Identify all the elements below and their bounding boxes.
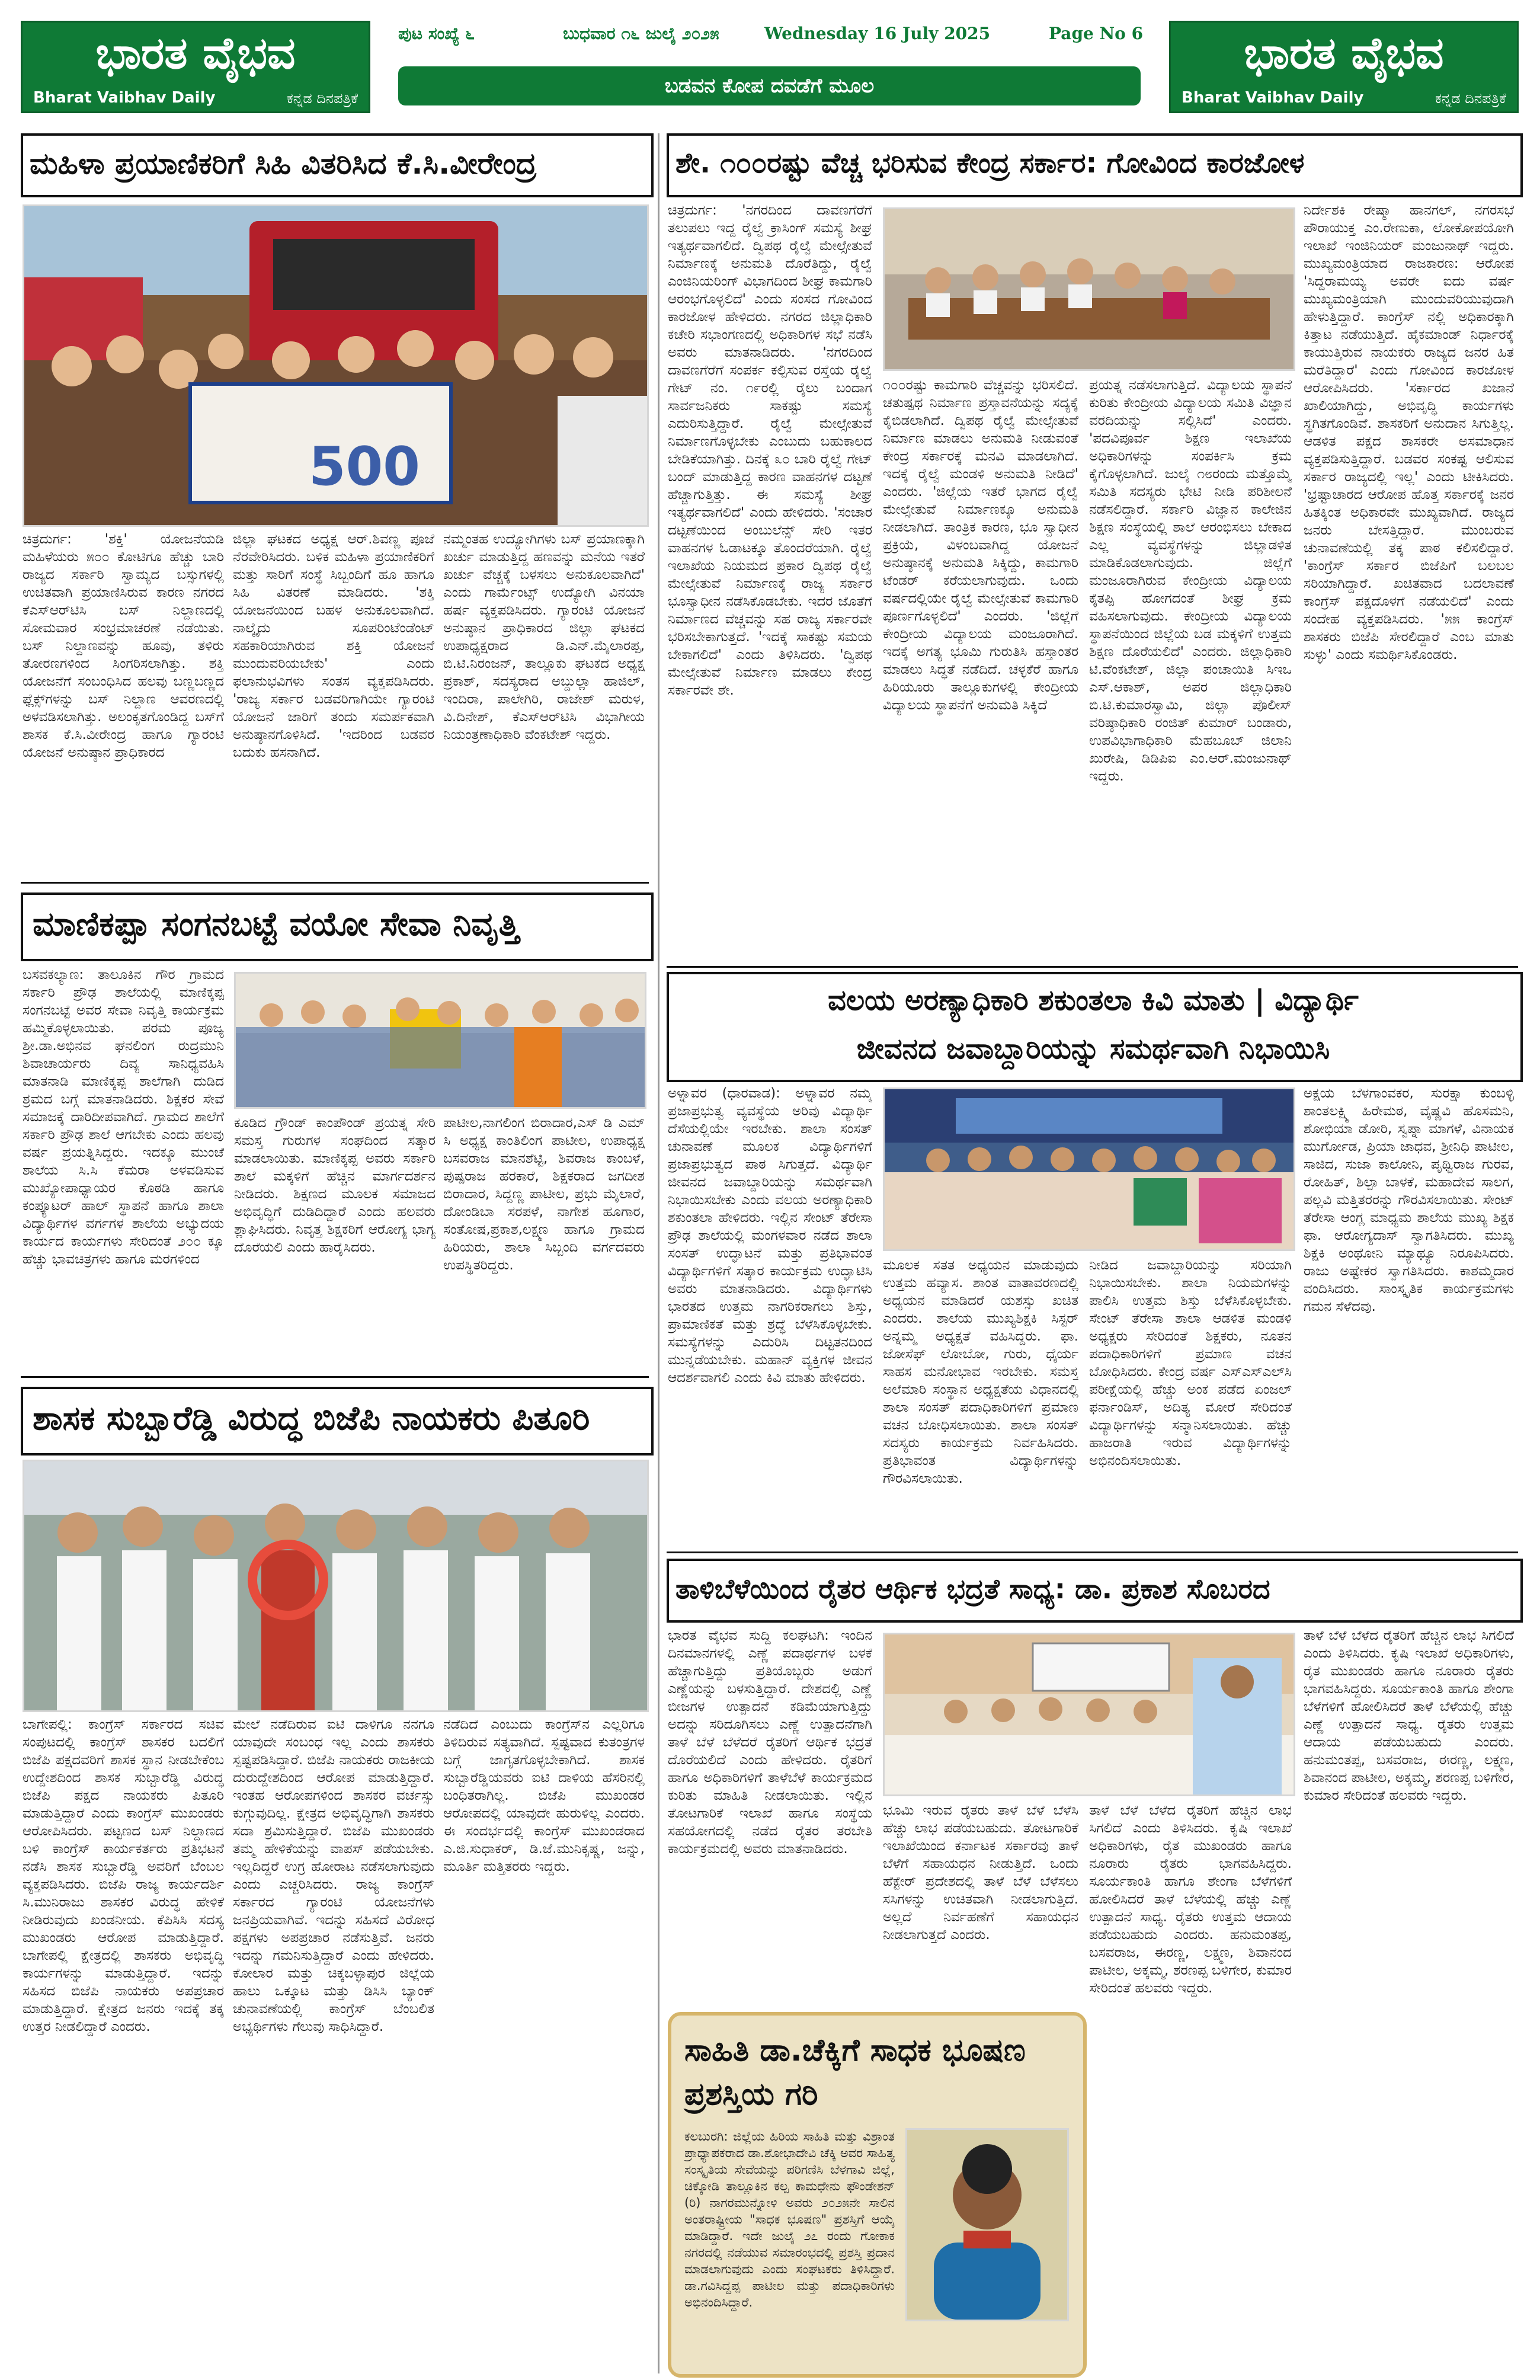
date-en: Wednesday 16 July 2025 <box>764 24 991 43</box>
a5-col2: ಮೂಲಕ ಸತತ ಅಧ್ಯಯನ ಮಾಡುವುದು ಉತ್ತಮ ಹವ್ಯಾಸ. ಶಾಂತ ವಾತಾವರಣದಲ್ಲಿ ಅಧ್ಯಯನ ಮಾಡಿದರೆ ಯಶಸ್ಸು ಖಚಿತ ಎಂದರು. ಶಾಲೆಯ ಮುಖ್ಯಶಿಕ್ಷಕಿ ಸಿಸ್ಟರ್ ಅನ್ನಮ್ಮ ಅಧ್ಯಕ್ಷತೆ ವಹಿಸಿದ್ದರು. ಫಾ. ಜೋಸೆಫ್ ಲೋಬೋ, ಗುರು, ಧೈರ್ಯ ಸಾಹಸ ಮನೋಭಾವ ಇರಬೇಕು. ಸಮಸ್ತ ಅಲೆಮಾರಿ ಸಂಸ್ಥಾನ ಅಧ್ಯಕ್ಷತೆಯ ವಿಧಾನದಲ್ಲಿ ಶಾಲಾ ಸಂಸತ್ ಪದಾಧಿಕಾರಿಗಳಿಗೆ ಪ್ರಮಾಣ ವಚನ ಬೋಧಿಸಲಾಯಿತು. ಶಾಲಾ ಸಂಸತ್ ಸದಸ್ಯರು ಕಾರ್ಯಕ್ರಮ ನಿರ್ವಹಿಸಿದರು. ಪ್ರತಿಭಾವಂತ ವಿದ್ಯಾರ್ಥಿಗಳನ್ನು ಗೌರವಿಸಲಾಯಿತು. <box>883 1258 1078 1486</box>
a3-col3: ಪಾಟೀಲ,ನಾಗಲಿಂಗ ಬಿರಾದಾರ,ಎಸ್ ಡಿ ಎಮ್ ಸಿ ಅಧ್ಯಕ್ಷ ಕಾಂತಿಲಿಂಗ ಪಾಟೀಲ, ಉಪಾಧ್ಯಕ್ಷ ಬಸವರಾಜ ಮಾನಶೆಟ್ಟಿ, ಶಿವರಾಜ ಕಾಂಬಳೆ, ಪುಷ್ಪರಾಜ ಹರಕಾರೆ, ಶಿಕ್ಷಕರಾದ ಜಗದೀಶ ಬಿರಾದಾರ, ಸಿದ್ದಣ್ಣ ಪಾಟೀಲ, ಪ್ರಭು ಮೈಲಾರೆ, ದೋಂಡಿಬಾ ಸರಪಳೆ, ನಾಗೇಶ ಹೂಗಾರ, ಸಂತೋಷ,ಪ್ರಕಾಶ,ಲಕ್ಷ್ಮಣ ಹಾಗೂ ಗ್ರಾಮದ ಹಿರಿಯರು, ಶಾಲಾ ಸಿಬ್ಬಂದಿ ವರ್ಗದವರು ಉಪಸ್ಥಿತರಿದ್ದರು. <box>443 1115 645 1273</box>
photo-farmers-training-art <box>885 1634 1294 1794</box>
headline-a3: ಮಾಣಿಕಪ್ಪಾ ಸಂಗನಬಟ್ಟೆ ವಯೋ ಸೇವಾ ನಿವೃತ್ತಿ <box>33 905 519 943</box>
a2-col4: ನಿರ್ದೇಶಕಿ ರೇಷ್ಮಾ ಹಾನಗಲ್, ನಗರಸಭೆ ಪೌರಾಯುಕ್ತ ಎಂ.ರೇಣುಕಾ, ಲೋಕೋಪಯೋಗಿ ಇಲಾಖೆ ಇಂಜಿನಿಯರ್ ಮಂಜುನಾಥ್ ಇದ್ದರು. ಮುಖ್ಯಮಂತ್ರಿಯಾದ ರಾಜಕಾರಣ: ಆರೋಪ 'ಸಿದ್ದರಾಮಯ್ಯ ಅವರೇ ಐದು ವರ್ಷ ಮುಖ್ಯಮಂತ್ರಿಯಾಗಿ ಮುಂದುವರಿಯುವುದಾಗಿ ಹೇಳುತ್ತಿದ್ದಾರೆ. ಕಾಂಗ್ರೆಸ್ ನಲ್ಲಿ ಅಧಿಕಾರಕ್ಕಾಗಿ ಕಿತ್ತಾಟ ನಡೆಯುತ್ತಿದೆ. ಹೈಕಮಾಂಡ್ ನಿರ್ಧಾರಕ್ಕೆ ಕಾಯುತ್ತಿರುವ ನಾಯಕರು ರಾಜ್ಯದ ಜನರ ಹಿತ ಮರೆತಿದ್ದಾರೆ' ಎಂದು ಗೋವಿಂದ ಕಾರಜೋಳ ಆರೋಪಿಸಿದರು. 'ಸರ್ಕಾರದ ಖಜಾನೆ ಖಾಲಿಯಾಗಿದ್ದು, ಅಭಿವೃದ್ಧಿ ಕಾರ್ಯಗಳು ಸ್ಥಗಿತಗೊಂಡಿವೆ. ಶಾಸಕರಿಗೆ ಅನುದಾನ ಸಿಗುತ್ತಿಲ್ಲ. ಆಡಳಿತ ಪಕ್ಷದ ಶಾಸಕರೇ ಅಸಮಾಧಾನ ವ್ಯಕ್ತಪಡಿಸುತ್ತಿದ್ದಾರೆ. ಬಡವರ ಸಂಕಷ್ಟ ಆಲಿಸುವ ಸರ್ಕಾರ ರಾಜ್ಯದಲ್ಲಿ ಇಲ್ಲ' ಎಂದು ಟೀಕಿಸಿದರು. 'ಭ್ರಷ್ಟಾಚಾರದ ಆರೋಪ ಹೊತ್ತ ಸರ್ಕಾರಕ್ಕೆ ಜನರ ಹಿತಕ್ಕಿಂತ ಅಧಿಕಾರವೇ ಮುಖ್ಯವಾಗಿದೆ. ರಾಜ್ಯದ ಜನರು ಬೇಸತ್ತಿದ್ದಾರೆ. ಮುಂಬರುವ ಚುನಾವಣೆಯಲ್ಲಿ ತಕ್ಕ ಪಾಠ ಕಲಿಸಲಿದ್ದಾರೆ. 'ಕಾಂಗ್ರೆಸ್ ಸರ್ಕಾರ ಬಿಜೆಪಿಗೆ ಬಲಬಲ ಸರಿಯಾಗಿದ್ದಾರೆ. ಖಚಿತವಾದ ಬದಲಾವಣೆ ಕಾಂಗ್ರೆಸ್ ಪಕ್ಷದೊಳಗೆ ನಡೆಯಲಿದೆ' ಎಂದು ಸಂದೇಹ ವ್ಯಕ್ತಪಡಿಸಿದರು. '೫೫ ಕಾಂಗ್ರೆಸ್ ಶಾಸಕರು ಬಿಜೆಪಿ ಸೇರಲಿದ್ದಾರೆ ಎಂಬ ಮಾತು ಸುಳ್ಳು' ಎಂದು ಸಮರ್ಥಿಸಿಕೊಂಡರು. <box>1304 203 1514 663</box>
divider <box>667 966 1518 968</box>
page-number-en: Page No 6 <box>1049 24 1144 43</box>
a5-col3: ನೀಡಿದ ಜವಾಬ್ದಾರಿಯನ್ನು ಸರಿಯಾಗಿ ನಿಭಾಯಿಸಬೇಕು. ಶಾಲಾ ನಿಯಮಗಳನ್ನು ಪಾಲಿಸಿ ಉತ್ತಮ ಶಿಸ್ತು ಬೆಳೆಸಿಕೊಳ್ಳಬೇಕು. ಸೇಂಟ್ ತೆರೇಸಾ ಶಾಲಾ ಆಡಳಿತ ಮಂಡಳಿ ಅಧ್ಯಕ್ಷರು ಸೇರಿದಂತೆ ಶಿಕ್ಷಕರು, ನೂತನ ಪದಾಧಿಕಾರಿಗಳಿಗೆ ಪ್ರಮಾಣ ವಚನ ಬೋಧಿಸಿದರು. ಕೇಂದ್ರ ವರ್ಷ ಎಸ್‌ಎಸ್‌ಎಲ್‌ಸಿ ಪರೀಕ್ಷೆಯಲ್ಲಿ ಹೆಚ್ಚು ಅಂಕ ಪಡೆದ ಏಂಜಲ್ ಫರ್ನಾಂಡಿಸ್, ಅದಿತ್ಯ ಮೋರೆ ಸೇರಿದಂತೆ ವಿದ್ಯಾರ್ಥಿಗಳನ್ನು ಸನ್ಮಾನಿಸಲಾಯಿತು. ಹೆಚ್ಚು ಹಾಜರಾತಿ ಇರುವ ವಿದ್ಯಾರ್ಥಿಗಳನ್ನು ಅಭಿನಂದಿಸಲಾಯಿತು. <box>1089 1258 1292 1469</box>
divider <box>667 1552 1518 1553</box>
masthead-tagline: ಕನ್ನಡ ದಿನಪತ್ರಿಕೆ <box>286 90 358 107</box>
photo-school-event <box>883 1087 1295 1251</box>
a5-col1: ಅಳ್ನಾವರ (ಧಾರವಾಡ): ಅಳ್ನಾವರ ನಮ್ಮ ಪ್ರಜಾಪ್ರಭುತ್ವ ವ್ಯವಸ್ಥೆಯ ಅರಿವು ವಿದ್ಯಾರ್ಥಿ ದೆಸೆಯಲ್ಲಿಯೇ ಇರಬೇಕು. ಶಾಲಾ ಸಂಸತ್ ಚುನಾವಣೆ ಮೂಲಕ ವಿದ್ಯಾರ್ಥಿಗಳಿಗೆ ಪ್ರಜಾಪ್ರಭುತ್ವದ ಪಾಠ ಸಿಗುತ್ತದೆ. ವಿದ್ಯಾರ್ಥಿ ಜೀವನದ ಜವಾಬ್ದಾರಿಯನ್ನು ಸಮರ್ಥವಾಗಿ ನಿಭಾಯಿಸಬೇಕು ಎಂದು ವಲಯ ಅರಣ್ಯಾಧಿಕಾರಿ ಶಕುಂತಲಾ ಹೇಳಿದರು. ಇಲ್ಲಿನ ಸೇಂಟ್ ತೆರೇಸಾ ಪ್ರೌಢ ಶಾಲೆಯಲ್ಲಿ ಮಂಗಳವಾರ ನಡೆದ ಶಾಲಾ ಸಂಸತ್ ಉದ್ಘಾಟನೆ ಮತ್ತು ಪ್ರತಿಭಾವಂತ ವಿದ್ಯಾರ್ಥಿಗಳಿಗೆ ಸತ್ಕಾರ ಕಾರ್ಯಕ್ರಮ ಉದ್ಘಾಟಿಸಿ ಅವರು ಮಾತನಾಡಿದರು. ವಿದ್ಯಾರ್ಥಿಗಳು ಭಾರತದ ಉತ್ತಮ ನಾಗರಿಕರಾಗಲು ಶಿಸ್ತು, ಪ್ರಾಮಾಣಿಕತೆ ಮತ್ತು ಶ್ರದ್ಧೆ ಬೆಳೆಸಿಕೊಳ್ಳಬೇಕು. ಸಮಸ್ಯೆಗಳನ್ನು ಎದುರಿಸಿ ದಿಟ್ಟತನದಿಂದ ಮುನ್ನಡೆಯಬೇಕು. ಮಹಾನ್ ವ್ಯಕ್ತಿಗಳ ಜೀವನ ಆದರ್ಶವಾಗಲಿ ಎಂದು ಕಿವಿ ಮಾತು ಹೇಳಿದರು. <box>668 1086 872 1386</box>
a1-col2: ಜಿಲ್ಲಾ ಘಟಕದ ಅಧ್ಯಕ್ಷ ಆರ್.ಶಿವಣ್ಣ ಪೂಜೆ ನೆರವೇರಿಸಿದರು. ಬಳಿಕ ಮಹಿಳಾ ಪ್ರಯಾಣಿಕರಿಗೆ ಮತ್ತು ಸಾರಿಗೆ ಸಂಸ್ಥೆ ಸಿಬ್ಬಂದಿಗೆ ಹೂ ಹಾಗೂ ಸಿಹಿ ವಿತರಣೆ ಮಾಡಿದರು. 'ಶಕ್ತಿ ಯೋಜನೆಯಿಂದ ಬಹಳ ಅನುಕೂಲವಾಗಿದೆ. ನಾಲ್ಕೈದು ಸೂಪರಿಂಟೆಂಡೆಂಟ್ ಸಹಕಾರಿಯಾಗಿರುವ ಶಕ್ತಿ ಯೋಜನೆ ಮುಂದುವರಿಯಬೇಕು' ಎಂದು ಫಲಾನುಭವಿಗಳು ಸಂತಸ ವ್ಯಕ್ತಪಡಿಸಿದರು. 'ರಾಜ್ಯ ಸರ್ಕಾರ ಬಡವರಿಗಾಗಿಯೇ ಗ್ಯಾರಂಟಿ ಯೋಜನೆ ಜಾರಿಗೆ ತಂದು ಸಮರ್ಪಕವಾಗಿ ಅನುಷ್ಠಾನಗೊಳಿಸಿದೆ. 'ಇದರಿಂದ ಬಡವರ ಬದುಕು ಹಸನಾಗಿದೆ. <box>233 532 434 760</box>
photo-retirement-art <box>236 974 645 1107</box>
page-number-kn: ಪುಟ ಸಂಖ್ಯೆ ೬ <box>398 24 475 43</box>
photo-portrait-art <box>907 2130 1067 2320</box>
masthead-right <box>1169 21 1519 113</box>
headline-a2: ಶೇ. ೧೦೦ರಷ್ಟು ವೆಚ್ಚ ಭರಿಸುವ ಕೇಂದ್ರ ಸರ್ಕಾರ: ಗೋವಿಂದ ಕಾರಜೋಳ <box>675 147 1305 180</box>
masthead-title: ಭಾರತ ವೈಭವ <box>1244 28 1444 79</box>
masthead-tagline: ಕನ್ನಡ ದಿನಪತ್ರಿಕೆ <box>1435 90 1506 107</box>
banner-500-text: 500 <box>309 436 420 498</box>
a7-body: ಕಲಬುರಗಿ: ಜಿಲ್ಲೆಯ ಹಿರಿಯ ಸಾಹಿತಿ ಮತ್ತು ವಿಶ್ರಾಂತ ಪ್ರಾಧ್ಯಾಪಕರಾದ ಡಾ.ಶೋಭಾದೇವಿ ಚೆಕ್ಕಿ ಅವರ ಸಾಹಿತ್ಯ ಸಂಸ್ಕೃತಿಯ ಸೇವೆಯನ್ನು ಪರಿಗಣಿಸಿ ಬೆಳಗಾವಿ ಜಿಲ್ಲೆ, ಚಿಕ್ಕೋಡಿ ತಾಲ್ಲೂಕಿನ ಕಲ್ಪ ಕಾಮಧೇನು ಫೌಂಡೇಶನ್ (ರಿ) ನಾಗರಮುನ್ನೋಳಿ ಅವರು ೨೦೨೫ನೇ ಸಾಲಿನ ಅಂತರಾಷ್ಟ್ರೀಯ "ಸಾಧಕ ಭೂಷಣ" ಪ್ರಶಸ್ತಿಗೆ ಆಯ್ಕೆ ಮಾಡಿದ್ದಾರೆ. ಇದೇ ಜುಲೈ ೨೭ ರಂದು ಗೋಕಾಕ ನಗರದಲ್ಲಿ ನಡೆಯುವ ಸಮಾರಂಭದಲ್ಲಿ ಪ್ರಶಸ್ತಿ ಪ್ರದಾನ ಮಾಡಲಾಗುವುದು ಎಂದು ಸಂಘಟಕರು ತಿಳಿಸಿದ್ದಾರೆ. ಡಾ.ಗವಿಸಿದ್ದಪ್ಪ ಪಾಟೀಲ ಮತ್ತು ಪದಾಧಿಕಾರಿಗಳು ಅಭಿನಂದಿಸಿದ್ದಾರೆ. <box>684 2129 895 2309</box>
masthead-title-en: Bharat Vaibhav Daily <box>33 89 216 107</box>
a6-col3: ತಾಳೆ ಬೆಳೆ ಬೆಳೆದ ರೈತರಿಗೆ ಹೆಚ್ಚಿನ ಲಾಭ ಸಿಗಲಿದೆ ಎಂದು ತಿಳಿಸಿದರು. ಕೃಷಿ ಇಲಾಖೆ ಅಧಿಕಾರಿಗಳು, ರೈತ ಮುಖಂಡರು ಹಾಗೂ ನೂರಾರು ರೈತರು ಭಾಗವಹಿಸಿದ್ದರು. ಸೂರ್ಯಕಾಂತಿ ಹಾಗೂ ಶೇಂಗಾ ಬೆಳೆಗಳಿಗೆ ಹೋಲಿಸಿದರೆ ತಾಳೆ ಬೆಳೆಯಲ್ಲಿ ಹೆಚ್ಚು ಎಣ್ಣೆ ಉತ್ಪಾದನೆ ಸಾಧ್ಯ. ರೈತರು ಉತ್ತಮ ಆದಾಯ ಪಡೆಯಬಹುದು ಎಂದರು. ಹನುಮಂತಪ್ಪ, ಬಸವರಾಜ, ಈರಣ್ಣ, ಲಕ್ಷ್ಮಣ, ಶಿವಾನಂದ ಪಾಟೀಲ, ಅಕ್ಕಮ್ಮ, ಶರಣಪ್ಪ ಬಳಿಗೇರ, ಕುಮಾರ ಸೇರಿದಂತೆ ಹಲವರು ಇದ್ದರು. <box>1089 1803 1292 1996</box>
divider <box>21 1376 649 1378</box>
a4-col3: ನಡೆದಿದೆ ಎಂಬುದು ಕಾಂಗ್ರೆಸ್‌ನ ಎಲ್ಲರಿಗೂ ತಿಳಿದಿರುವ ಸತ್ಯವಾಗಿದೆ. ಸ್ಪಷ್ಟವಾದ ಕುತಂತ್ರಗಳ ಬಗ್ಗೆ ಜಾಗೃತಗೊಳ್ಳಬೇಕಾಗಿದೆ. ಶಾಸಕ ಸುಬ್ಬಾರೆಡ್ಡಿಯವರು ಐಟಿ ದಾಳಿಯ ಹೆಸರಿನಲ್ಲಿ ಬಂಧಿತರಾಗಿಲ್ಲ. ಬಿಜೆಪಿ ಮುಖಂಡರ ಆರೋಪದಲ್ಲಿ ಯಾವುದೇ ಹುರುಳಿಲ್ಲ ಎಂದರು. ಈ ಸಂದರ್ಭದಲ್ಲಿ ಕಾಂಗ್ರೆಸ್ ಮುಖಂಡರಾದ ಎ.ಜಿ.ಸುಧಾಕರ್, ಡಿ.ಜೆ.ಮುನಿಕೃಷ್ಣ, ಜನ್ನು, ಮೂರ್ತಿ ಮತ್ತಿತರರು ಇದ್ದರು. <box>443 1717 645 1874</box>
headline-a5-line1: ವಲಯ ಅರಣ್ಯಾಧಿಕಾರಿ ಶಕುಂತಲಾ ಕಿವಿ ಮಾತು | ವಿದ್ಯಾರ್ಥಿ <box>828 984 1359 1017</box>
a6-col2: ಭೂಮಿ ಇರುವ ರೈತರು ತಾಳೆ ಬೆಳೆ ಬೆಳೆಸಿ ಹೆಚ್ಚು ಲಾಭ ಪಡೆಯಬಹುದು. ತೋಟಗಾರಿಕೆ ಇಲಾಖೆಯಿಂದ ಕರ್ನಾಟಕ ಸರ್ಕಾರವು ತಾಳೆ ಬೆಳೆಗೆ ಸಹಾಯಧನ ನೀಡುತ್ತಿದೆ. ಒಂದು ಹೆಕ್ಟೇರ್ ಪ್ರದೇಶದಲ್ಲಿ ತಾಳೆ ಬೆಳೆ ಬೆಳೆಸಲು ಸಸಿಗಳನ್ನು ಉಚಿತವಾಗಿ ನೀಡಲಾಗುತ್ತಿದೆ. ಅಲ್ಲದೆ ನಿರ್ವಹಣೆಗೆ ಸಹಾಯಧನ ನೀಡಲಾಗುತ್ತದೆ ಎಂದರು. <box>883 1803 1078 1943</box>
a1-col3: ನಮ್ಮಂತಹ ಉದ್ಯೋಗಿಗಳು ಬಸ್ ಪ್ರಯಾಣಕ್ಕಾಗಿ ಖರ್ಚು ಮಾಡುತ್ತಿದ್ದ ಹಣವನ್ನು ಮನೆಯ ಇತರೆ ಖರ್ಚು ವೆಚ್ಚಕ್ಕೆ ಬಳಸಲು ಅನುಕೂಲವಾಗಿದೆ' ಎಂದು ಗಾರ್ಮೆಂಟ್ಸ್ ಉದ್ಯೋಗಿ ವಿನಯಾ ಹರ್ಷ ವ್ಯಕ್ತಪಡಿಸಿದರು. ಗ್ಯಾರಂಟಿ ಯೋಜನೆ ಅನುಷ್ಠಾನ ಪ್ರಾಧಿಕಾರದ ಜಿಲ್ಲಾ ಘಟಕದ ಉಪಾಧ್ಯಕ್ಷರಾದ ಡಿ.ಎನ್.ಮೈಲಾರಪ್ಪ, ಬಿ.ಟಿ.ನಿರಂಜನ್, ತಾಲ್ಲೂಕು ಘಟಕದ ಅಧ್ಯಕ್ಷ ಪ್ರಕಾಶ್, ಸದಸ್ಯರಾದ ಅಬ್ದುಲ್ಲಾ ಹಾಜಿಲ್, ಇಂದಿರಾ, ಪಾಲೇಗಿರಿ, ರಾಜೇಶ್ ಮರುಳ, ವಿ.ದಿನೇಶ್, ಕೆಎಸ್‌ಆರ್‌ಟಿಸಿ ವಿಭಾಗೀಯ ನಿಯಂತ್ರಣಾಧಿಕಾರಿ ವೆಂಕಟೇಶ್ ಇದ್ದರು. <box>443 532 645 743</box>
a5-col4: ಅಕ್ಷಯ ಬೆಳಗಾಂವಕರ, ಸುರಕ್ಷಾ ಕುಂಬಳ್ಳಿ ಶಾಂತಲಕ್ಷ್ಮಿ ಹಿರೇಮಠ, ವೈಷ್ಣವಿ ಹೊಸಮನಿ, ಶೋಭಿಯಾ ಡೋರಿ, ಸ್ವಪ್ನಾ ಮಾಗಳೆ, ವಿನಾಯಕ ಮುರ್ಗೋಡ, ಪ್ರಿಯಾ ಜಾಧವ, ಶ್ರೀನಿಧಿ ಪಾಟೀಲ, ಸಾಜಿದ, ಸುಜಾ ಕಾಲೋನಿ, ಪೃಥ್ವಿರಾಜ ಗುರವ, ರೋಹಿತ್, ಶಿಲ್ಪಾ ಬಾಳಕೆ, ಮಹಾದೇವ ಸಾಲಗ, ಪಲ್ಲವಿ ಮತ್ತಿತರರನ್ನು ಗೌರವಿಸಲಾಯಿತು. ಸೇಂಟ್ ತೆರೇಸಾ ಆಂಗ್ಲ ಮಾಧ್ಯಮ ಶಾಲೆಯ ಮುಖ್ಯ ಶಿಕ್ಷಕ ಫಾ. ಆರೋಗ್ಯದಾಸ್ ಸ್ವಾಗತಿಸಿದರು. ಮುಖ್ಯ ಶಿಕ್ಷಕಿ ಅಂಥೋನಿ ಮ್ಯಾಥ್ಯೂ ನಿರೂಪಿಸಿದರು. ರಾಜು ಅಷ್ಟೇಕರ ಸ್ವಾಗತಿಸಿದರು. ಕಾಶಮ್ಮದಾರ ವಂದಿಸಿದರು. ಸಾಂಸ್ಕೃತಿಕ ಕಾರ್ಯಕ್ರಮಗಳು ಗಮನ ಸೆಳೆದವು. <box>1304 1086 1514 1314</box>
award-box <box>668 2012 1087 2378</box>
masthead-left <box>21 21 370 113</box>
a3-col2: ಕೂಡಿದ ಗ್ರೌಂಡ್ ಕಾಂಪೌಂಡ್ ಪ್ರಯತ್ನ ಸೇರಿ ಸಮಸ್ತ ಗುರುಗಳ ಸಂಘದಿಂದ ಸತ್ಕಾರ ಮಾಡಲಾಯಿತು. ಮಾಣಿಕ್ಕಪ್ಪ ಅವರು ಸರ್ಕಾರಿ ಶಾಲೆ ಮಕ್ಕಳಿಗೆ ಹೆಚ್ಚಿನ ಮಾರ್ಗದರ್ಶನ ನೀಡಿದರು. ಶಿಕ್ಷಣದ ಮೂಲಕ ಸಮಾಜದ ಅಭಿವೃದ್ಧಿಗೆ ದುಡಿದಿದ್ದಾರೆ ಎಂದು ಹಲವರು ಶ್ಲಾಘಿಸಿದರು. ನಿವೃತ್ತ ಶಿಕ್ಷಕರಿಗೆ ಆರೋಗ್ಯ ಭಾಗ್ಯ ದೊರೆಯಲಿ ಎಂದು ಹಾರೈಸಿದರು. <box>234 1115 436 1255</box>
photo-bus-celebration-art <box>24 206 647 525</box>
a6-col4: ತಾಳೆ ಬೆಳೆ ಬೆಳೆದ ರೈತರಿಗೆ ಹೆಚ್ಚಿನ ಲಾಭ ಸಿಗಲಿದೆ ಎಂದು ತಿಳಿಸಿದರು. ಕೃಷಿ ಇಲಾಖೆ ಅಧಿಕಾರಿಗಳು, ರೈತ ಮುಖಂಡರು ಹಾಗೂ ನೂರಾರು ರೈತರು ಭಾಗವಹಿಸಿದ್ದರು. ಸೂರ್ಯಕಾಂತಿ ಹಾಗೂ ಶೇಂಗಾ ಬೆಳೆಗಳಿಗೆ ಹೋಲಿಸಿದರೆ ತಾಳೆ ಬೆಳೆಯಲ್ಲಿ ಹೆಚ್ಚು ಎಣ್ಣೆ ಉತ್ಪಾದನೆ ಸಾಧ್ಯ. ರೈತರು ಉತ್ತಮ ಆದಾಯ ಪಡೆಯಬಹುದು ಎಂದರು. ಹನುಮಂತಪ್ಪ, ಬಸವರಾಜ, ಈರಣ್ಣ, ಲಕ್ಷ್ಮಣ, ಶಿವಾನಂದ ಪಾಟೀಲ, ಅಕ್ಕಮ್ಮ, ಶರಣಪ್ಪ ಬಳಿಗೇರ, ಕುಮಾರ ಸೇರಿದಂತೆ ಹಲವರು ಇದ್ದರು. <box>1304 1628 1514 1803</box>
a2-col1: ಚಿತ್ರದುರ್ಗ: 'ನಗರದಿಂದ ದಾವಣಗೆರೆಗೆ ತಲುಪಲು ಇದ್ದ ರೈಲ್ವೆ ಕ್ರಾಸಿಂಗ್ ಸಮಸ್ಯೆ ಶೀಘ್ರ ಇತ್ಯರ್ಥವಾಗಲಿದೆ. ದ್ವಿಪಥ ರೈಲ್ವೆ ಮೇಲ್ಸೇತುವೆ ನಿರ್ಮಾಣಕ್ಕೆ ಅನುಮತಿ ದೊರೆತಿದ್ದು, ರೈಲ್ವೆ ಎಂಜಿನಿಯರಿಂಗ್ ವಿಭಾಗದಿಂದ ಶೀಘ್ರ ಕಾಮಗಾರಿ ಆರಂಭಗೊಳ್ಳಲಿದೆ' ಎಂದು ಸಂಸದ ಗೋವಿಂದ ಕಾರಜೋಳ ಹೇಳಿದರು. ನಗರದ ಜಿಲ್ಲಾಧಿಕಾರಿ ಕಚೇರಿ ಸಭಾಂಗಣದಲ್ಲಿ ಅಧಿಕಾರಿಗಳ ಸಭೆ ನಡೆಸಿ ಅವರು ಮಾತನಾಡಿದರು. 'ನಗರದಿಂದ ದಾವಣಗೆರೆಗೆ ಸಂಪರ್ಕ ಕಲ್ಪಿಸುವ ರಸ್ತೆಯ ರೈಲ್ವೆ ಗೇಟ್ ನಂ. ೧೯ರಲ್ಲಿ ರೈಲು ಬಂದಾಗ ಸಾರ್ವಜನಿಕರು ಸಾಕಷ್ಟು ಸಮಸ್ಯೆ ಎದುರಿಸುತ್ತಿದ್ದಾರೆ. ರೈಲ್ವೆ ಮೇಲ್ಸೇತುವೆ ನಿರ್ಮಾಣಗೊಳ್ಳಬೇಕು ಎಂಬುದು ಬಹುಕಾಲದ ಬೇಡಿಕೆಯಾಗಿತ್ತು. ದಿನಕ್ಕೆ ೩೦ ಬಾರಿ ರೈಲ್ವೆ ಗೇಟ್ ಬಂದ್ ಮಾಡುತ್ತಿದ್ದ ಕಾರಣ ವಾಹನಗಳ ದಟ್ಟಣೆ ಹೆಚ್ಚಾಗುತ್ತಿತ್ತು. ಈ ಸಮಸ್ಯೆ ಶೀಘ್ರ ಇತ್ಯರ್ಥವಾಗಲಿದೆ' ಎಂದು ಹೇಳಿದರು. 'ಸಂಚಾರ ದಟ್ಟಣೆಯಿಂದ ಅಂಬುಲೆನ್ಸ್ ಸೇರಿ ಇತರ ವಾಹನಗಳ ಓಡಾಟಕ್ಕೂ ತೊಂದರೆಯಾಗಿ. ರೈಲ್ವೆ ಇಲಾಖೆಯ ನಿಯಮದ ಪ್ರಕಾರ ದ್ವಿಪಥ ರೈಲ್ವೆ ಮೇಲ್ಸೇತುವೆ ನಿರ್ಮಾಣಕ್ಕೆ ರಾಜ್ಯ ಸರ್ಕಾರ ಭೂಸ್ವಾಧೀನ ನಡೆಸಿಕೊಡಬೇಕು. ಇದರ ಜೊತೆಗೆ ನಿರ್ಮಾಣದ ವೆಚ್ಚವನ್ನು ಸಹ ರಾಜ್ಯ ಸರ್ಕಾರವೇ ಭರಿಸಬೇಕಾಗುತ್ತದೆ. 'ಇದಕ್ಕೆ ಸಾಕಷ್ಟು ಸಮಯ ಬೇಕಾಗಲಿದೆ' ಎಂದು ತಿಳಿಸಿದರು. 'ದ್ವಿಪಥ ಮೇಲ್ಸೇತುವೆ ನಿರ್ಮಾಣ ಮಾಡಲು ಕೇಂದ್ರ ಸರ್ಕಾರವೇ ಶೇ. <box>668 203 872 698</box>
photo-meeting <box>883 207 1295 371</box>
masthead-title: ಭಾರತ ವೈಭವ <box>95 28 296 79</box>
column-divider <box>658 133 659 2373</box>
photo-farmers-training <box>883 1633 1295 1796</box>
headline-a5-line2: ಜೀವನದ ಜವಾಬ್ದಾರಿಯನ್ನು ಸಮರ್ಥವಾಗಿ ನಿಭಾಯಿಸಿ <box>856 1032 1330 1066</box>
a4-col1: ಬಾಗೇಪಲ್ಲಿ: ಕಾಂಗ್ರೆಸ್ ಸರ್ಕಾರದ ಸಚಿವ ಸಂಪುಟದಲ್ಲಿ ಕಾಂಗ್ರೆಸ್ ಶಾಸಕರ ಬದಲಿಗೆ ಬಿಜೆಪಿ ಪಕ್ಷದವರಿಗೆ ಶಾಸಕ ಸ್ಥಾನ ನೀಡಬೇಕೆಂಬ ಉದ್ದೇಶದಿಂದ ಶಾಸಕ ಸುಬ್ಬಾರೆಡ್ಡಿ ವಿರುದ್ಧ ಬಿಜೆಪಿ ಪಕ್ಷದ ನಾಯಕರು ಪಿತೂರಿ ಮಾಡುತ್ತಿದ್ದಾರೆ ಎಂದು ಕಾಂಗ್ರೆಸ್ ಮುಖಂಡರು ಆರೋಪಿಸಿದರು. ಪಟ್ಟಣದ ಬಸ್ ನಿಲ್ದಾಣದ ಬಳಿ ಕಾಂಗ್ರೆಸ್ ಕಾರ್ಯಕರ್ತರು ಪ್ರತಿಭಟನೆ ನಡೆಸಿ ಶಾಸಕ ಸುಬ್ಬಾರೆಡ್ಡಿ ಅವರಿಗೆ ಬೆಂಬಲ ವ್ಯಕ್ತಪಡಿಸಿದರು. ಬಿಜೆಪಿ ರಾಜ್ಯ ಕಾರ್ಯದರ್ಶಿ ಸಿ.ಮುನಿರಾಜು ಶಾಸಕರ ವಿರುದ್ಧ ಹೇಳಿಕೆ ನೀಡಿರುವುದು ಖಂಡನೀಯ. ಕೆಪಿಸಿಸಿ ಸದಸ್ಯ ಮುಖಂಡರು ಆರೋಪ ಮಾಡುತ್ತಿದ್ದಾರೆ. ಬಾಗೇಪಲ್ಲಿ ಕ್ಷೇತ್ರದಲ್ಲಿ ಶಾಸಕರು ಅಭಿವೃದ್ಧಿ ಕಾರ್ಯಗಳನ್ನು ಮಾಡುತ್ತಿದ್ದಾರೆ. ಇದನ್ನು ಸಹಿಸದ ಬಿಜೆಪಿ ನಾಯಕರು ಅಪಪ್ರಚಾರ ಮಾಡುತ್ತಿದ್ದಾರೆ. ಕ್ಷೇತ್ರದ ಜನರು ಇದಕ್ಕೆ ತಕ್ಕ ಉತ್ತರ ನೀಡಲಿದ್ದಾರೆ ಎಂದರು. <box>23 1717 224 2034</box>
headline-a6: ತಾಳಿಬೆಳೆಯಿಂದ ರೈತರ ಆರ್ಥಿಕ ಭದ್ರತೆ ಸಾಧ್ಯ: ಡಾ. ಪ್ರಕಾಶ ಸೊಬರದ <box>675 1573 1270 1605</box>
photo-protest <box>23 1460 649 1712</box>
a6-col1: ಭಾರತ ವೈಭವ ಸುದ್ದಿ ಕಲಘಟಗಿ: ಇಂದಿನ ದಿನಮಾನಗಳಲ್ಲಿ ಎಣ್ಣೆ ಪದಾರ್ಥಗಳ ಬಳಕೆ ಹೆಚ್ಚಾಗುತ್ತಿದ್ದು ಪ್ರತಿಯೊಬ್ಬರು ಅಡುಗೆ ಎಣ್ಣೆಯನ್ನು ಬಳಸುತ್ತಿದ್ದಾರೆ. ದೇಶದಲ್ಲಿ ಎಣ್ಣೆ ಬೀಜಗಳ ಉತ್ಪಾದನೆ ಕಡಿಮೆಯಾಗುತ್ತಿದ್ದು ಅದನ್ನು ಸರಿದೂಗಿಸಲು ಎಣ್ಣೆ ಉತ್ಪಾದನೆಗಾಗಿ ತಾಳೆ ಬೆಳೆ ಬೆಳೆದರೆ ರೈತರಿಗೆ ಆರ್ಥಿಕ ಭದ್ರತೆ ದೊರೆಯಲಿದೆ ಎಂದು ಹೇಳಿದರು. ರೈತರಿಗೆ ಹಾಗೂ ಅಧಿಕಾರಿಗಳಿಗೆ ತಾಳೆಬೆಳೆ ಕಾರ್ಯಕ್ರಮದ ಕುರಿತು ಮಾಹಿತಿ ನೀಡಲಾಯಿತು. ಇಲ್ಲಿನ ತೋಟಗಾರಿಕೆ ಇಲಾಖೆ ಹಾಗೂ ಸಂಸ್ಥೆಯ ಸಹಯೋಗದಲ್ಲಿ ನಡೆದ ರೈತರ ತರಬೇತಿ ಕಾರ್ಯಕ್ರಮದಲ್ಲಿ ಅವರು ಮಾತನಾಡಿದರು. <box>668 1628 872 1857</box>
a1-col1: ಚಿತ್ರದುರ್ಗ: 'ಶಕ್ತಿ' ಯೋಜನೆಯಡಿ ಮಹಿಳೆಯರು ೫೦೦ ಕೋಟಿಗೂ ಹೆಚ್ಚು ಬಾರಿ ರಾಜ್ಯದ ಸರ್ಕಾರಿ ಸ್ವಾಮ್ಯದ ಬಸ್ಸುಗಳಲ್ಲಿ ಉಚಿತವಾಗಿ ಪ್ರಯಾಣಿಸಿರುವ ಕಾರಣ ನಗರದ ಕೆಎಸ್‌ಆರ್‌ಟಿಸಿ ಬಸ್ ನಿಲ್ದಾಣದಲ್ಲಿ ಸೋಮವಾರ ಸಂಭ್ರಮಾಚರಣೆ ನಡೆಯಿತು. ಬಸ್ ನಿಲ್ದಾಣವನ್ನು ಹೂವು, ತಳಿರು ತೋರಣಗಳಿಂದ ಸಿಂಗರಿಸಲಾಗಿತ್ತು. ಶಕ್ತಿ ಯೋಜನೆಗೆ ಸಂಬಂಧಿಸಿದ ಹಲವು ಬಣ್ಣಬಣ್ಣದ ಫ್ಲೆಕ್ಸ್‌ಗಳನ್ನು ಬಸ್ ನಿಲ್ದಾಣ ಆವರಣದಲ್ಲಿ ಅಳವಡಿಸಲಾಗಿತ್ತು. ಅಲಂಕೃತಗೊಂಡಿದ್ದ ಬಸ್‌ಗೆ ಶಾಸಕ ಕೆ.ಸಿ.ವೀರೇಂದ್ರ ಹಾಗೂ ಗ್ಯಾರಂಟಿ ಯೋಜನೆ ಅನುಷ್ಠಾನ ಪ್ರಾಧಿಕಾರದ <box>23 532 224 760</box>
date-kn: ಬುಧವಾರ ೧೬ ಜುಲೈ ೨೦೨೫ <box>563 24 719 43</box>
a2-col3: ಪ್ರಯತ್ನ ನಡೆಸಲಾಗುತ್ತಿದೆ. ವಿದ್ಯಾಲಯ ಸ್ಥಾಪನೆ ಕುರಿತು ಕೇಂದ್ರೀಯ ವಿದ್ಯಾಲಯ ಸಮಿತಿ ವಿಜ್ಞಾನ ವರದಿಯನ್ನು ಸಲ್ಲಿಸಿದೆ' ಎಂದರು. 'ಪದವಿಪೂರ್ವ ಶಿಕ್ಷಣ ಇಲಾಖೆಯ ಅಧಿಕಾರಿಗಳನ್ನು ಸಂಪರ್ಕಿಸಿ ಕ್ರಮ ಕೈಗೊಳ್ಳಲಾಗಿದೆ. ಜುಲೈ ೧೮ರಂದು ಮತ್ತೊಮ್ಮೆ ಸಮಿತಿ ಸದಸ್ಯರು ಭೇಟಿ ನೀಡಿ ಪರಿಶೀಲನೆ ನಡೆಸಲಿದ್ದಾರೆ. ಸರ್ಕಾರಿ ವಿಜ್ಞಾನ ಕಾಲೇಜಿನ ಶಿಕ್ಷಣ ಸಂಸ್ಥೆಯಲ್ಲಿ ಶಾಲೆ ಆರಂಭಿಸಲು ಬೇಕಾದ ಎಲ್ಲ ವ್ಯವಸ್ಥೆಗಳನ್ನು ಜಿಲ್ಲಾಡಳಿತ ಮಾಡಿಕೊಡಲಾಗುವುದು. ಜಿಲ್ಲೆಗೆ ಮಂಜೂರಾಗಿರುವ ಕೇಂದ್ರೀಯ ವಿದ್ಯಾಲಯ ಕೈತಪ್ಪಿ ಹೋಗದಂತೆ ಶೀಘ್ರ ಕ್ರಮ ವಹಿಸಲಾಗುವುದು. ಕೇಂದ್ರೀಯ ವಿದ್ಯಾಲಯ ಸ್ಥಾಪನೆಯಿಂದ ಜಿಲ್ಲೆಯ ಬಡ ಮಕ್ಕಳಿಗೆ ಉತ್ತಮ ಶಿಕ್ಷಣ ದೊರೆಯಲಿದೆ' ಎಂದರು. ಜಿಲ್ಲಾಧಿಕಾರಿ ಟಿ.ವೆಂಕಟೇಶ್, ಜಿಲ್ಲಾ ಪಂಚಾಯಿತಿ ಸಿಇಒ ಎಸ್.ಆಕಾಶ್, ಅಪರ ಜಿಲ್ಲಾಧಿಕಾರಿ ಬಿ.ಟಿ.ಕುಮಾರಸ್ವಾಮಿ, ಜಿಲ್ಲಾ ಪೊಲೀಸ್ ವರಿಷ್ಠಾಧಿಕಾರಿ ರಂಜಿತ್ ಕುಮಾರ್ ಬಂಡಾರು, ಉಪವಿಭಾಗಾಧಿಕಾರಿ ಮೆಹಬೂಬ್ ಜಿಲಾನಿ ಖುರೇಷಿ, ಡಿಡಿಪಿಐ ಎಂ.ಆರ್.ಮಂಜುನಾಥ್ ಇದ್ದರು. <box>1089 378 1292 784</box>
a3-col1: ಬಸವಕಲ್ಯಾಣ: ತಾಲೂಕಿನ ಗೌರ ಗ್ರಾಮದ ಸರ್ಕಾರಿ ಪ್ರೌಢ ಶಾಲೆಯಲ್ಲಿ ಮಾಣಿಕ್ಕಪ್ಪ ಸಂಗನಬಟ್ಟೆ ಅವರ ಸೇವಾ ನಿವೃತ್ತಿ ಕಾರ್ಯಕ್ರಮ ಹಮ್ಮಿಕೊಳ್ಳಲಾಯಿತು. ಪರಮ ಪೂಜ್ಯ ಶ್ರೀ.ಡಾ.ಅಭಿನವ ಘನಲಿಂಗ ರುದ್ರಮುನಿ ಶಿವಾಚಾರ್ಯರು ದಿವ್ಯ ಸಾನಿಧ್ಯವಹಿಸಿ ಮಾತನಾಡಿ ಮಾಣಿಕ್ಕಪ್ಪ ಶಾಲೆಗಾಗಿ ದುಡಿದ ಶ್ರಮದ ಬಗ್ಗೆ ಮಾತನಾಡಿದರು. ಶಿಕ್ಷಕರ ಸೇವೆ ಸಮಾಜಕ್ಕೆ ದಾರಿದೀಪವಾಗಿದೆ. ಗ್ರಾಮದ ಶಾಲೆಗೆ ಸರ್ಕಾರಿ ಪ್ರೌಢ ಶಾಲೆ ಆಗಬೇಕು ಎಂದು ಹಲವು ವರ್ಷ ಪ್ರಯತ್ನಿಸಿದ್ದರು. ಇದಕ್ಕೂ ಮುಂಚೆ ಶಾಲೆಯ ಸಿ.ಸಿ ಕೆಮರಾ ಅಳವಡಿಸುವ ಮುಖ್ಯೋಪಾಧ್ಯಾಯರ ಕೊಠಡಿ ಹಾಗೂ ಕಂಪ್ಯೂಟರ್ ಹಾಲ್ ಸ್ಥಾಪನೆ ಹಾಗೂ ಶಾಲಾ ವಿದ್ಯಾರ್ಥಿಗಳ ವರ್ಗಗಳ ಶಾಲೆಯ ಅಭ್ಯುದಯ ಕಾರ್ಯದ ಕಾರ್ಯಗಳು ಸೇರಿದಂತೆ ೨೦೦ ಕ್ಕೂ ಹೆಚ್ಚು ಭಾವಚಿತ್ರಗಳು ಹಾಗೂ ಮರಗಳಿಂದ <box>23 967 224 1267</box>
headline-a4: ಶಾಸಕ ಸುಬ್ಬಾರೆಡ್ಡಿ ವಿರುದ್ಧ ಬಿಜೆಪಿ ನಾಯಕರು ಪಿತೂರಿ <box>33 1399 590 1438</box>
slogan-bar: ಬಡವನ ಕೋಪ ದವಡೆಗೆ ಮೂಲ <box>398 66 1141 105</box>
photo-meeting-art <box>885 209 1294 369</box>
a2-col2: ೧೦೦ರಷ್ಟು ಕಾಮಗಾರಿ ವೆಚ್ಚವನ್ನು ಭರಿಸಲಿದೆ. ಚತುಷ್ಪಥ ನಿರ್ಮಾಣ ಪ್ರಸ್ತಾವನೆಯನ್ನು ಸದ್ಯಕ್ಕೆ ಕೈಬಿಡಲಾಗಿದೆ. ದ್ವಿಪಥ ರೈಲ್ವೆ ಮೇಲ್ಸೇತುವೆ ನಿರ್ಮಾಣ ಮಾಡಲು ಅನುಮತಿ ನೀಡುವಂತೆ ಕೇಂದ್ರ ಸರ್ಕಾರಕ್ಕೆ ಮನವಿ ಮಾಡಲಾಗಿದೆ. ಇದಕ್ಕೆ ರೈಲ್ವೆ ಮಂಡಳಿ ಅನುಮತಿ ನೀಡಿದೆ' ಎಂದರು. 'ಜಿಲ್ಲೆಯ ಇತರೆ ಭಾಗದ ರೈಲ್ವೆ ಮೇಲ್ಸೇತುವೆ ನಿರ್ಮಾಣಕ್ಕೂ ಅನುಮತಿ ನೀಡಲಾಗಿದೆ. ತಾಂತ್ರಿಕ ಕಾರಣ, ಭೂ ಸ್ವಾಧೀನ ಪ್ರಕ್ರಿಯೆ, ವಿಳಂಬವಾಗಿದ್ದ ಯೋಜನೆ ಅನುಷ್ಠಾನಕ್ಕೆ ಅನುಮತಿ ಸಿಕ್ಕಿದ್ದು, ಕಾಮಗಾರಿ ಟೆಂಡರ್ ಕರೆಯಲಾಗುವುದು. ಒಂದು ವರ್ಷದಲ್ಲಿಯೇ ರೈಲ್ವೆ ಮೇಲ್ಸೇತುವೆ ಕಾಮಗಾರಿ ಪೂರ್ಣಗೊಳ್ಳಲಿದೆ' ಎಂದರು. 'ಜಿಲ್ಲೆಗೆ ಕೇಂದ್ರೀಯ ವಿದ್ಯಾಲಯ ಮಂಜೂರಾಗಿದೆ. ಇದಕ್ಕೆ ಅಗತ್ಯ ಭೂಮಿ ಗುರುತಿಸಿ ಹಸ್ತಾಂತರ ಮಾಡಲು ಸಿದ್ಧತೆ ನಡೆದಿದೆ. ಚಳ್ಳಕೆರೆ ಹಾಗೂ ಹಿರಿಯೂರು ತಾಲ್ಲೂಕುಗಳಲ್ಲಿ ಕೇಂದ್ರೀಯ ವಿದ್ಯಾಲಯ ಸ್ಥಾಪನೆಗೆ ಅನುಮತಿ ಸಿಕ್ಕಿದೆ <box>883 378 1078 713</box>
divider <box>21 882 649 884</box>
headline-a1: ಮಹಿಳಾ ಪ್ರಯಾಣಿಕರಿಗೆ ಸಿಹಿ ವಿತರಿಸಿದ ಕೆ.ಸಿ.ವೀರೇಂದ್ರ <box>30 146 537 181</box>
photo-protest-art <box>24 1461 647 1710</box>
photo-bus-celebration <box>23 204 649 527</box>
photo-portrait <box>905 2128 1069 2321</box>
photo-retirement <box>234 972 646 1109</box>
masthead-title-en: Bharat Vaibhav Daily <box>1182 89 1364 107</box>
photo-school-event-art <box>885 1089 1294 1249</box>
a4-col2: ಮೇಲೆ ನಡೆದಿರುವ ಐಟಿ ದಾಳಿಗೂ ನನಗೂ ಯಾವುದೇ ಸಂಬಂಧ ಇಲ್ಲ ಎಂದು ಶಾಸಕರು ಸ್ಪಷ್ಟಪಡಿಸಿದ್ದಾರೆ. ಬಿಜೆಪಿ ನಾಯಕರು ರಾಜಕೀಯ ದುರುದ್ದೇಶದಿಂದ ಆರೋಪ ಮಾಡುತ್ತಿದ್ದಾರೆ. ಇಂತಹ ಆರೋಪಗಳಿಂದ ಶಾಸಕರ ವರ್ಚಸ್ಸು ಕುಗ್ಗುವುದಿಲ್ಲ. ಕ್ಷೇತ್ರದ ಅಭಿವೃದ್ಧಿಗಾಗಿ ಶಾಸಕರು ಸದಾ ಶ್ರಮಿಸುತ್ತಿದ್ದಾರೆ. ಬಿಜೆಪಿ ಮುಖಂಡರು ತಮ್ಮ ಹೇಳಿಕೆಯನ್ನು ವಾಪಸ್ ಪಡೆಯಬೇಕು. ಇಲ್ಲದಿದ್ದರೆ ಉಗ್ರ ಹೋರಾಟ ನಡೆಸಲಾಗುವುದು ಎಂದು ಎಚ್ಚರಿಸಿದರು. ರಾಜ್ಯ ಕಾಂಗ್ರೆಸ್ ಸರ್ಕಾರದ ಗ್ಯಾರಂಟಿ ಯೋಜನೆಗಳು ಜನಪ್ರಿಯವಾಗಿವೆ. ಇದನ್ನು ಸಹಿಸದೆ ವಿರೋಧ ಪಕ್ಷಗಳು ಅಪಪ್ರಚಾರ ನಡೆಸುತ್ತಿವೆ. ಜನರು ಇದನ್ನು ಗಮನಿಸುತ್ತಿದ್ದಾರೆ ಎಂದು ಹೇಳಿದರು. ಕೋಲಾರ ಮತ್ತು ಚಿಕ್ಕಬಳ್ಳಾಪುರ ಜಿಲ್ಲೆಯ ಹಾಲು ಒಕ್ಕೂಟ ಮತ್ತು ಡಿಸಿಸಿ ಬ್ಯಾಂಕ್ ಚುನಾವಣೆಯಲ್ಲಿ ಕಾಂಗ್ರೆಸ್ ಬೆಂಬಲಿತ ಅಭ್ಯರ್ಥಿಗಳು ಗೆಲುವು ಸಾಧಿಸಿದ್ದಾರೆ. <box>233 1717 434 2034</box>
headline-a7: ಸಾಹಿತಿ ಡಾ.ಚೆಕ್ಕಿಗೆ ಸಾಧಕ ಭೂಷಣ ಪ್ರಶಸ್ತಿಯ ಗರಿ <box>684 2033 1026 2112</box>
